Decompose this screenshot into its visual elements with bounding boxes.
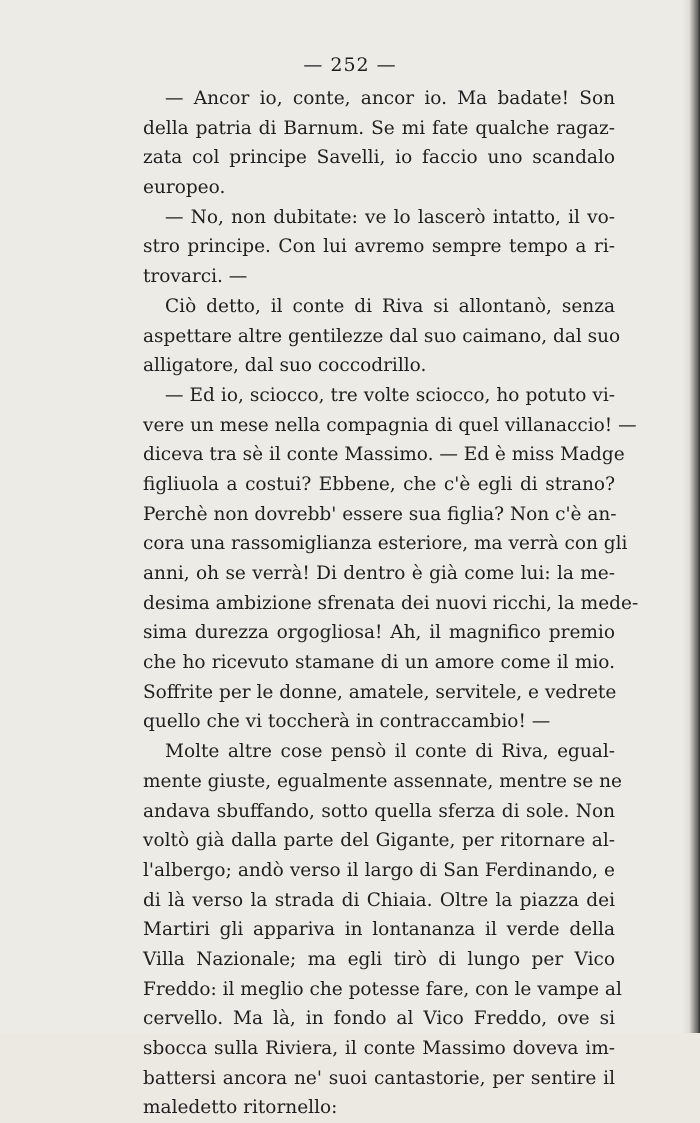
text-line: — No, non dubitate: ve lo lascerò intatto, il vo- bbox=[165, 206, 615, 228]
body-text bbox=[143, 84, 639, 1123]
text-line: europeo. bbox=[143, 177, 226, 199]
text-line: cervello. Ma là, in fondo al Vico Freddo, ove si bbox=[143, 1008, 615, 1030]
text-line: sbocca sulla Riviera, il conte Massimo doveva im- bbox=[143, 1038, 615, 1059]
text-line: — Ed io, sciocco, tre volte sciocco, ho potuto vi- bbox=[165, 384, 615, 406]
text-line: Perchè non dovrebb' essere sua figlia? Non c'è an- bbox=[143, 503, 617, 525]
text-line: Freddo: il meglio che potesse fare, con le vampe al bbox=[143, 978, 622, 1000]
text-line: sima durezza orgogliosa! Ah, il magnifico premio bbox=[143, 622, 615, 644]
text-line: l'albergo; andò verso il largo di San Ferdinando, e bbox=[143, 859, 615, 881]
text-line: Martiri gli appariva in lontananza il verde della bbox=[143, 919, 615, 941]
text-line: maledetto ritornello: bbox=[143, 1097, 338, 1119]
page-spine-shadow bbox=[682, 0, 700, 1033]
text-line: anni, oh se verrà! Di dentro è già come lui: la me- bbox=[143, 563, 615, 584]
text-line: mente giuste, egualmente assennate, mentre se ne bbox=[143, 770, 622, 792]
text-line: battersi ancora ne' suoi cantastorie, per sentire il bbox=[143, 1067, 615, 1089]
text-line: andava sbuffando, sotto quella sferza di sole. Non bbox=[143, 800, 615, 822]
text-line: quello che vi toccherà in contraccambio! — bbox=[143, 711, 551, 733]
text-line: voltò già dalla parte del Gigante, per ritornare al- bbox=[143, 830, 615, 852]
text-line: diceva tra sè il conte Massimo. — Ed è miss Madge bbox=[143, 444, 625, 466]
text-line: — Ancor io, conte, ancor io. Ma badate! Son bbox=[165, 88, 615, 109]
text-line: aspettare altre gentilezze dal suo caimano, dal suo bbox=[143, 325, 621, 347]
text-line: vere un mese nella compagnia di quel villanaccio! — bbox=[143, 414, 637, 436]
text-line: Ciò detto, il conte di Riva si allontanò, senza bbox=[165, 295, 615, 317]
text-line: figliuola a costui? Ebbene, che c'è egli di strano? bbox=[143, 473, 615, 495]
text-line: Soffrite per le donne, amatele, servitele, e vedrete bbox=[143, 681, 617, 703]
text-line: Molte altre cose pensò il conte di Riva, egual- bbox=[165, 741, 615, 763]
text-line: cora una rassomiglianza esteriore, ma verrà con gli bbox=[143, 533, 628, 555]
text-line: zata col principe Savelli, io faccio uno scandalo bbox=[143, 147, 615, 169]
text-line: Villa Nazionale; ma egli tirò di lungo per Vico bbox=[143, 948, 615, 970]
text-line: alligatore, dal suo coccodrillo. bbox=[143, 355, 427, 377]
page-number: — 252 — bbox=[303, 54, 397, 76]
text-line: di là verso la strada di Chiaia. Oltre la piazza dei bbox=[143, 889, 615, 911]
text-line: desima ambizione sfrenata dei nuovi ricchi, la mede- bbox=[143, 592, 639, 614]
text-line: che ho ricevuto stamane di un amore come il mio. bbox=[143, 652, 615, 674]
text-line: trovarci. — bbox=[143, 266, 248, 288]
text-line: stro principe. Con lui avremo sempre tempo a ri- bbox=[143, 236, 615, 258]
text-line: della patria di Barnum. Se mi fate qualche ragaz- bbox=[143, 117, 615, 139]
